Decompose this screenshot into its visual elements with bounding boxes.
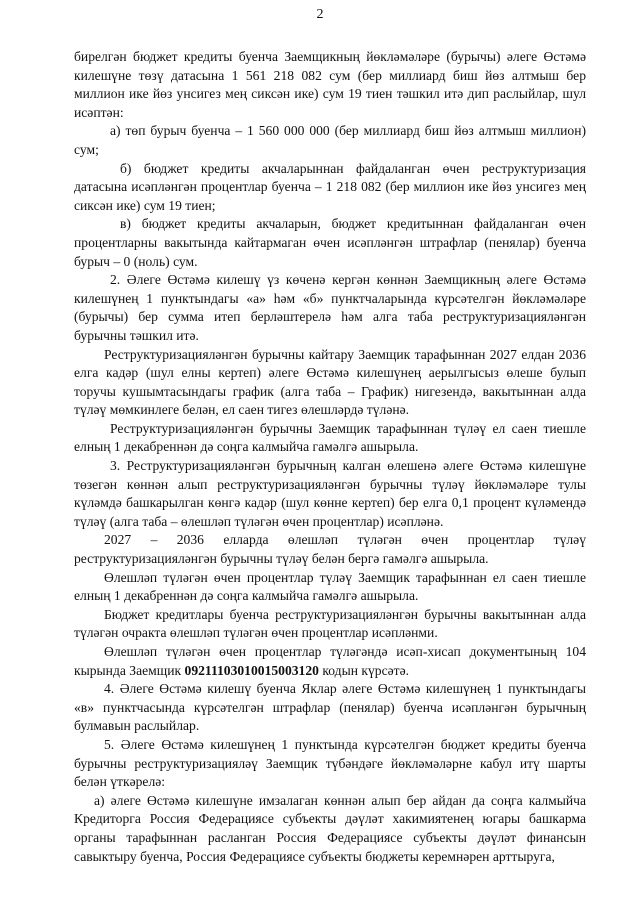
paragraph-clause-2: 2. Әлеге Өстәмә килешү үз көченә кергән көннән Заемщикның әлеге Өстәмә килешүнең 1 пунктындагы «а» һәм «б» пунктчаларында күрсәтелгән йөкләмәләре (бурычы) бер сумма итеп берләштерелә һәм алга таба реструктуризацияләнгән бурычны тәшкил итә.: [74, 272, 586, 343]
paragraph-interest-years: 2027 – 2036 елларда өлешләп түләгән өчен процентлар түләү реструктуризацияләнгән бурычны түләү белән бергә гамәлгә ашырыла.: [74, 532, 586, 567]
paragraph-item-a: а) төп бурыч буенча – 1 560 000 000 (бер миллиард биш йөз алтмыш миллион) сум;: [74, 123, 586, 157]
paragraph-clause-3: 3. Реструктуризацияләнгән бурычның калган өлешенә әлеге Өстәмә килешүне төзегән көннән алып реструктуризацияләнгән бурычны түләү йөкләмәләре тулы күләмдә башкарылган көнгә кадәр (шул көнне кертеп) бер елга 0,1 процент күләмендә түләү (алга таба – өлешләп түләгән өчен процентлар) исәпләнә.: [74, 458, 586, 529]
budget-classification-code: 09211103010015003120: [184, 662, 319, 678]
paragraph-clause-5-item-a: а) әлеге Өстәмә килешүне имзалаган көннән алып бер айдан да соңга калмыйча Кредиторга Россия Федерациясе субъекты дәүләт хакимиятенең югары башкарма органы тарафыннан расланган Россия Федерациясе субъекты дәүләт финансын савыктыру буенча, Россия Федерациясе субъекты бюджеты керемнәрен арттыруга,: [74, 792, 586, 864]
document-body: [74, 48, 586, 866]
paragraph-payment-code: [74, 643, 586, 680]
paragraph-item-b: б) бюджет кредиты акчаларыннан файдаланган өчен реструктуризация датасына исәпләнгән процентлар буенча – 1 218 082 (бер миллион ике йөз унсигез мең сиксән ике) сум 19 тиен;: [74, 160, 586, 213]
paragraph-clause-5: 5. Әлеге Өстәмә килешүнең 1 пунктында күрсәтелгән бюджет кредиты буенча бурычны реструктуризацияләү Заемщик түбәндәге йөкләмәләрне кабул итү шарты белән үткәрелә:: [74, 736, 586, 790]
payment-code-text-after: кодын күрсәтә.: [318, 662, 410, 678]
paragraph-repayment: Реструктуризацияләнгән бурычны кайтару Заемщик тарафыннан 2027 елдан 2036 елга кадәр (шул елны кертеп) әлеге Өстәмә килешүнең аерылгысыз өлеше булып торучы кушымтасындагы график (алга таба – График) нигезендә, вакытыннан алда түләү мөмкинлеге белән, ел саен тигез өлешләрдә түләнә.: [74, 346, 586, 418]
paragraph-item-v: в) бюджет кредиты акчаларын, бюджет кредитыннан файдаланган өчен процентларны вакытында кайтармаган өчен исәпләнгән штрафлар (пенялар) буенча бурыч – 0 (ноль) сум.: [74, 216, 586, 269]
paragraph-early-repayment: Бюджет кредитлары буенча реструктуризацияләнгән бурычны вакытыннан алда түләгән очракта өлешләп түләгән өчен процентлар исәпләнми.: [74, 606, 586, 641]
page-number: 2: [316, 7, 324, 22]
paragraph-clause-4: 4. Әлеге Өстәмә килешү буенча Яклар әлеге Өстәмә килешүнең 1 пунктындагы «в» пунктчасында күрсәтелгән штрафлар (пенялар) буенча исәпләнгән бурычның булмавын раслыйлар.: [74, 681, 586, 734]
paragraph-interest-deadline: Өлешләп түләгән өчен процентлар түләү Заемщик тарафыннан ел саен тиешле елның 1 декабреннән дә соңга калмыйча гамәлгә ашырыла.: [74, 569, 586, 604]
payment-code-text-before: Өлешләп түләгән өчен процентлар түләгәндә исәп-хисап документының 104 кырында Заемщик: [74, 644, 586, 678]
paragraph-annual-payment: Реструктуризацияләнгән бурычны Заемщик тарафыннан түләү ел саен тиешле елның 1 декабреннән дә соңга калмыйча гамәлгә ашырыла.: [74, 420, 586, 455]
paragraph-intro: бирелгән бюджет кредиты буенча Заемщикның йөкләмәләре (бурычы) әлеге Өстәмә килешүне төзү датасына 1 561 218 082 сум (бер миллиард биш йөз алтмыш бер миллион ике йөз унсигез мең сиксән ике) сум 19 тиен тәшкил итә дип раслыйлар, шул исәптән:: [74, 49, 586, 120]
